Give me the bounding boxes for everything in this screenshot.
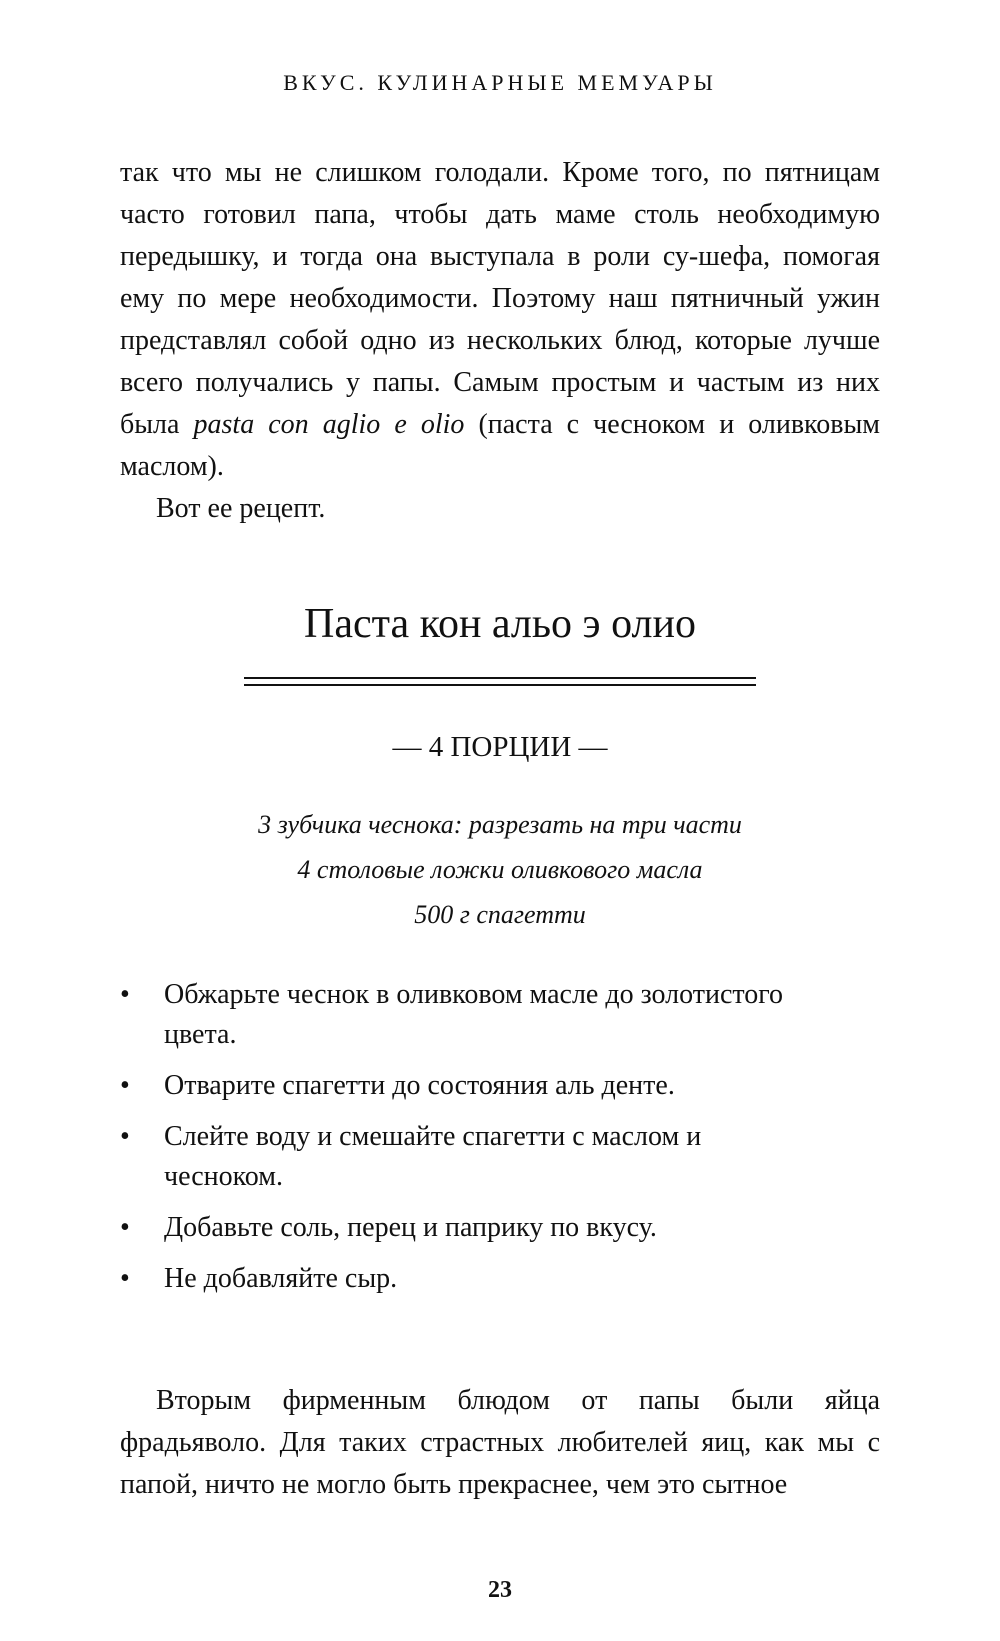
servings-label: — 4 ПОРЦИИ — [392,731,608,763]
title-rule-top [244,677,756,679]
intro-paragraph-1 [120,152,880,488]
step-item: • Добавьте соль, перец и паприку по вкусу. [120,1208,820,1248]
ingredient-item: 3 зубчика чеснока: разрезать на три части [258,810,742,839]
step-item: • Обжарьте чеснок в оливковом масле до золотистого цвета. [120,975,820,1055]
ingredient-item: 500 г спагетти [414,900,586,929]
intro-paragraph-1-end: (паста с чесноком и оливковым маслом). [120,409,880,482]
step-item: • Не добавляйте сыр. [120,1259,820,1299]
step-item: • Слейте воду и смешайте спагетти с маслом и чесноком. [120,1117,820,1197]
intro-paragraph-2: Вот ее рецепт. [156,493,326,524]
intro-paragraph-1-start: так что мы не слишком голодали. Кроме того, по пятницам часто готовил папа, чтобы дать маме столь необходимую передышку, и тогда она выступала в роли су-шефа, помогая ему по мере необходимости. Поэтому наш пятничный ужин представлял собой одно из нескольких блюд, которые лучше всего получались у папы. Самым простым и частым из них была [120,157,880,440]
recipe-title: Паста кон альо э олио [304,601,696,647]
italic-dish-name: pasta con aglio e olio [193,409,465,440]
outro-paragraph: Вторым фирменным блюдом от папы были яйца фрадьяволо. Для таких страстных любителей яиц, как мы с папой, ничто не могло быть прекраснее, чем это сытное [120,1385,880,1500]
intro-text [120,152,880,530]
title-rule-bottom [244,684,756,686]
page-number: 23 [488,1577,512,1603]
ingredients-list [0,802,1000,937]
step-item: • Отварите спагетти до состояния аль денте. [120,1066,820,1106]
steps-list [120,975,820,1310]
running-header: ВКУС. КУЛИНАРНЫЕ МЕМУАРЫ [283,70,717,95]
ingredient-item: 4 столовые ложки оливкового масла [297,855,703,884]
